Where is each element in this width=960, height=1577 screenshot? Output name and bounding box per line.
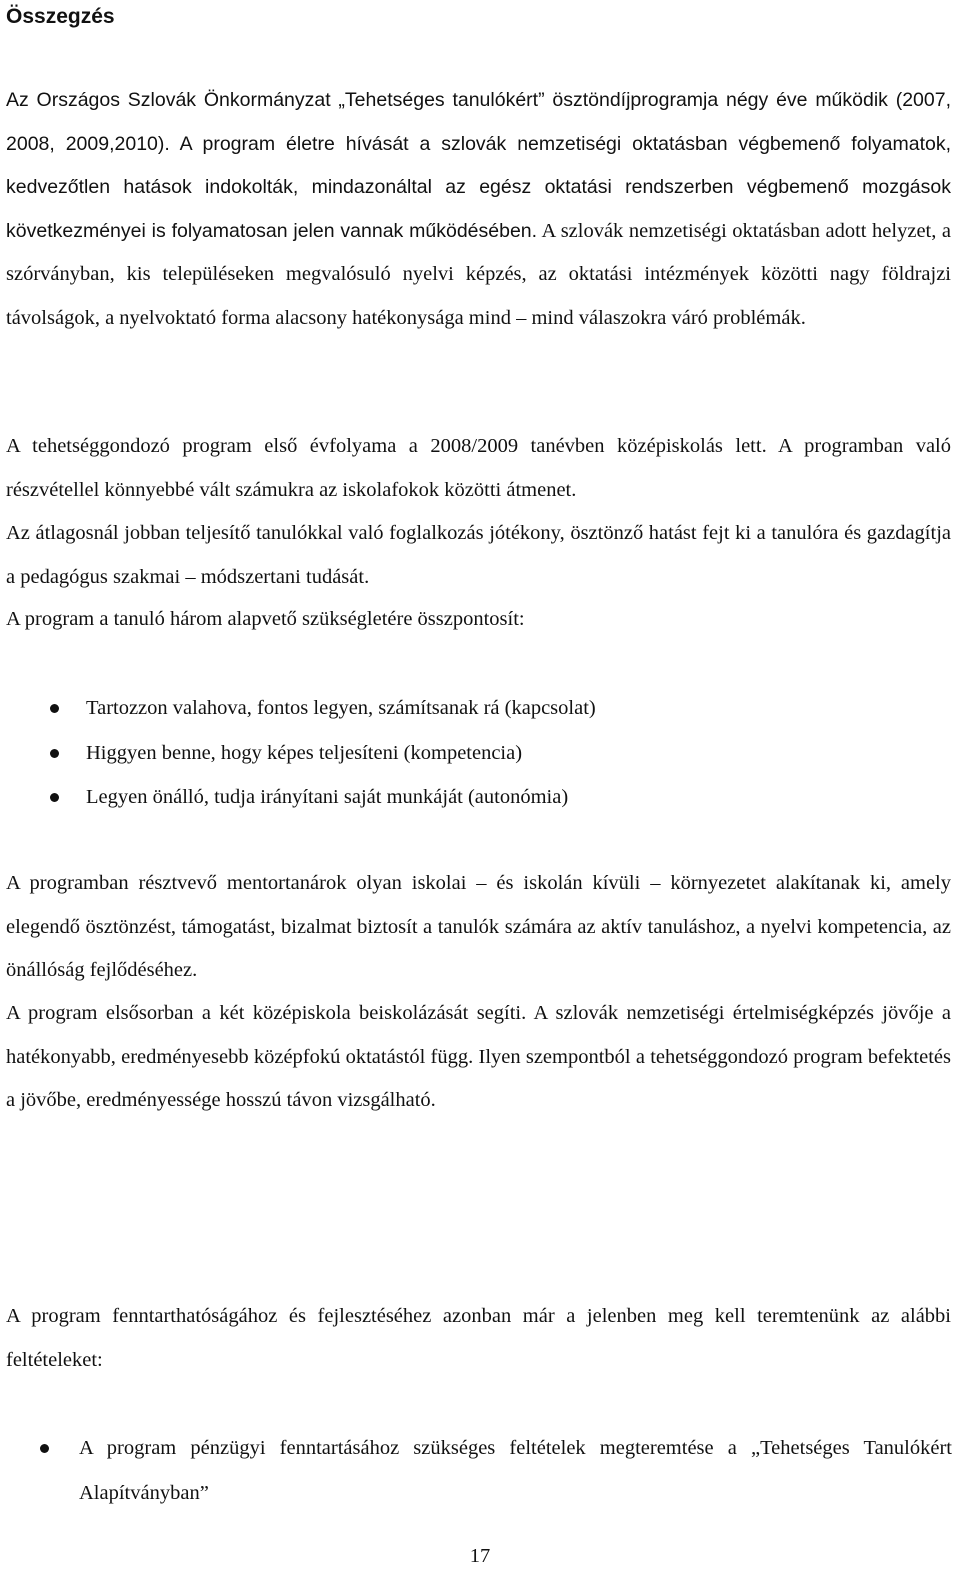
intro-context: A program életre hívását a szlovák nemzetiségi oktatásban végbemenő folyamatok, kedvezőtlen hatások indokolták, mindazonáltal az egész oktatási rendszerben végbemenő mozgások következményei is folyamatosan jelen vannak működésében. bbox=[6, 132, 952, 242]
list-item-text: Higgyen benne, hogy képes teljesíteni (kompetencia) bbox=[86, 741, 523, 764]
bullet-icon bbox=[50, 793, 59, 802]
mentor-paragraph: A programban résztvevő mentortanárok olyan iskolai – és iskolán kívüli – környezetet alakítanak ki, amely elegendő ösztönzést, támogatást, bizalmat biztosít a tanulók számára az aktív tanuláshoz, a nyelvi kompetencia, az önállóság fejlődéséhez. bbox=[6, 872, 951, 981]
list-item bbox=[0, 731, 940, 776]
bullet-icon bbox=[50, 749, 59, 758]
bullet-icon bbox=[40, 1444, 49, 1453]
list-item-text: Tartozzon valahova, fontos legyen, számítsanak rá (kapcsolat) bbox=[86, 697, 596, 719]
teacher-effect-paragraph: Az átlagosnál jobban teljesítő tanulókkal való foglalkozás jótékony, ösztönző hatást fejt ki a tanulóra és gazdagítja a pedagógus szakmai – módszertani tudását. bbox=[6, 522, 951, 588]
first-cohort-paragraph: A tehetséggondozó program első évfolyama a 2008/2009 tanévben középiskolás lett. A programban való részvétellel könnyebbé vált számukra az iskolafokok közötti átmenet. bbox=[6, 435, 951, 501]
list-item-text: A program pénzügyi fenntartásához szükséges feltételek megteremtése a „Tehetséges Tanulókért Alapítványban” bbox=[79, 1437, 952, 1504]
list-item bbox=[0, 775, 940, 820]
list-item-text: Legyen önálló, tudja irányítani saját munkáját (autonómia) bbox=[86, 786, 569, 808]
section-heading: Összegzés bbox=[6, 5, 115, 28]
enrollment-paragraph: A program elsősorban a két középiskola beiskolázását segíti. A szlovák nemzetiségi értelmiségképzés jövője a hatékonyabb, eredményesebb középfokú oktatástól függ. Ilyen szempontból a tehetséggondozó program befektetés a jövőbe, eredményessége hosszú távon vizsgálható. bbox=[6, 1002, 951, 1111]
intro-line-1: Az Országos Szlovák Önkormányzat „Tehetséges tanulókért” ösztöndíjprogramja négy éve bbox=[6, 89, 808, 111]
intro-problems: A szlovák nemzetiségi oktatásban adott helyzet, a szórványban, kis településeken megvalósuló nyelvi képzés, az oktatási intézmények közötti nagy földrajzi távolságok, a nyelvoktató forma alacsony hatékonysága mind – mind válaszokra váró problémák. bbox=[6, 219, 951, 329]
intro-years: működik (2007, 2008, 2009,2010). bbox=[6, 89, 952, 155]
sustainability-paragraph: A program fenntarthatóságához és fejlesztéséhez azonban már a jelenben meg kell teremtenünk az alábbi feltételeket: bbox=[6, 1305, 951, 1371]
intro-paragraph bbox=[6, 79, 951, 340]
conditions-list bbox=[0, 1426, 952, 1515]
page-number: 17 bbox=[469, 1545, 491, 1567]
needs-intro-paragraph: A program a tanuló három alapvető szükségletére összpontosít: bbox=[6, 608, 525, 630]
list-item bbox=[0, 1426, 952, 1515]
list-item bbox=[0, 686, 940, 731]
needs-list bbox=[0, 686, 940, 820]
bullet-icon bbox=[50, 704, 59, 713]
